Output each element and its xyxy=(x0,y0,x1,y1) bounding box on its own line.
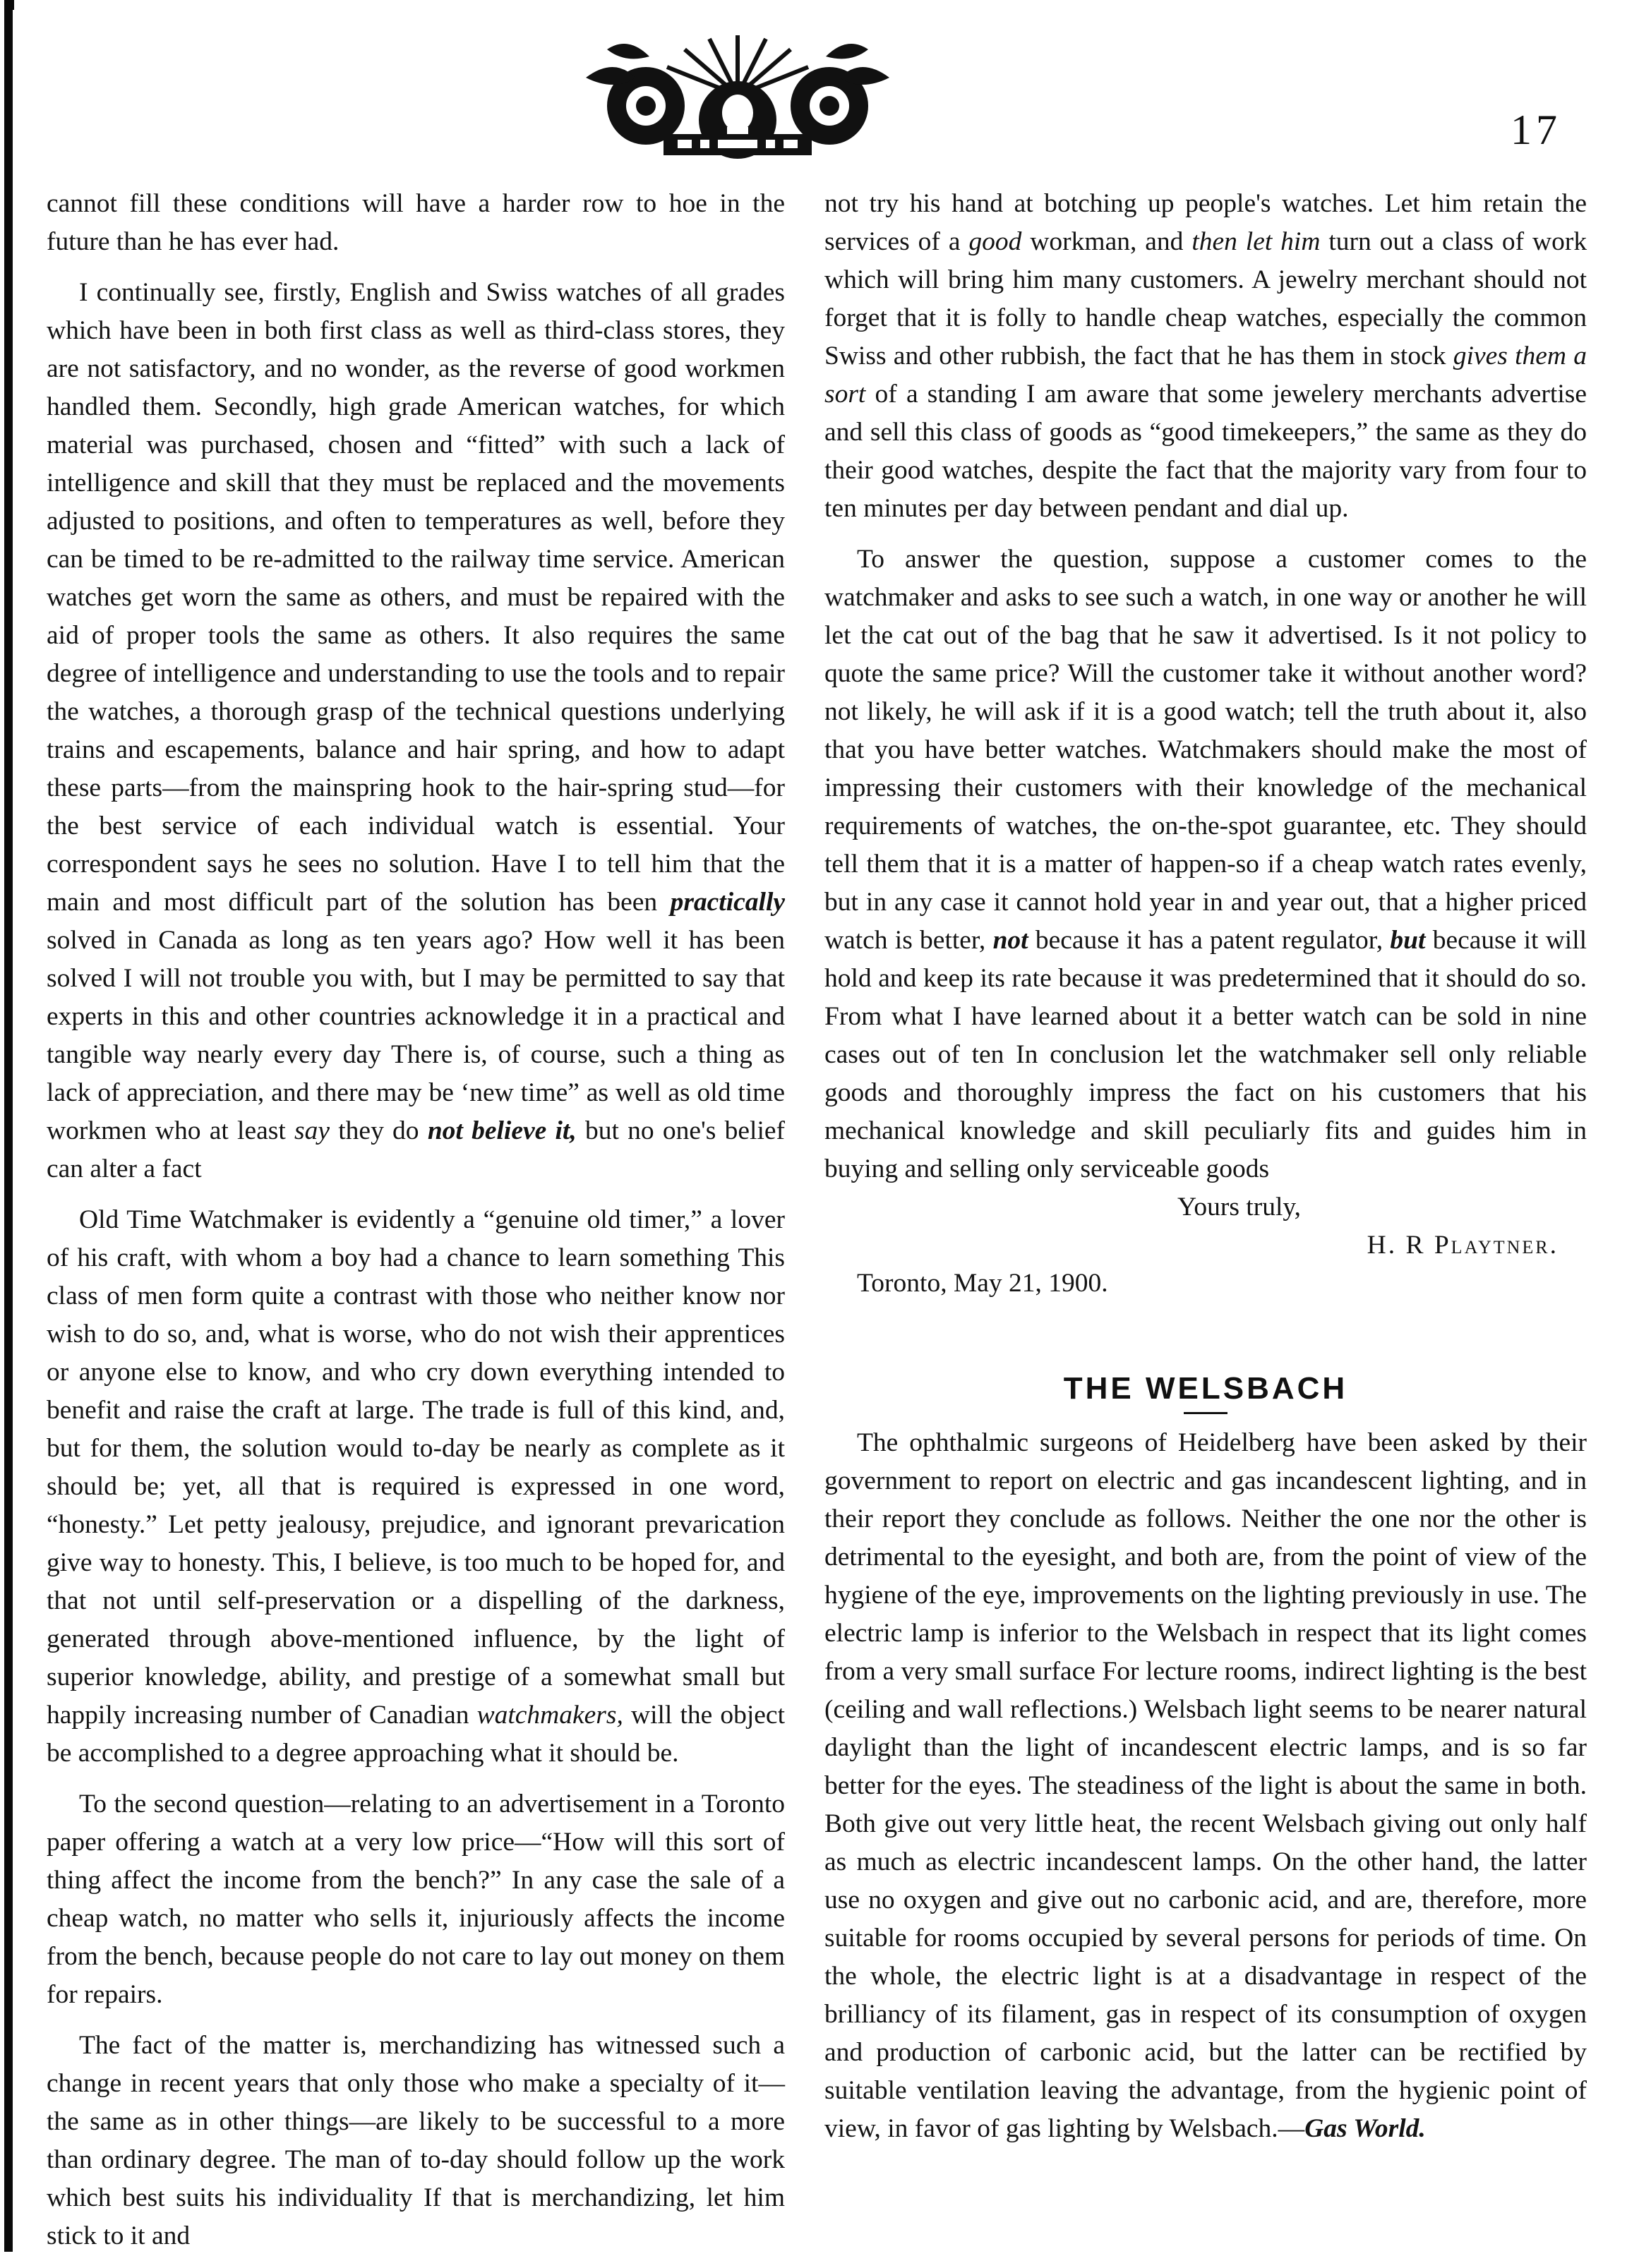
page-number: 17 xyxy=(1511,107,1561,153)
left-paragraph-5: The fact of the matter is, merchandizing has witnessed such a change in recent years that only those who make a specialty of it—the same as in other things—are likely to be successful to a more than ordinary degree. The man of to-day should follow up the work which best suits his individuality If that is merchandizing, let him stick to it and xyxy=(47,2031,785,2250)
left-paragraph-1: cannot fill these conditions will have a harder row to hoe in the future than he has ever had. xyxy=(47,189,785,256)
left-column xyxy=(47,185,785,2268)
decorative-masthead-icon xyxy=(586,28,889,162)
letter-closing-line xyxy=(824,1188,1587,1226)
binding-edge-rule xyxy=(4,0,13,2252)
letter-closing: Yours truly, xyxy=(1177,1193,1302,1222)
right-paragraph-1: not try his hand at botching up people's watches. Let him retain the services of a good workman, and then let him turn out a class of work which will bring him many customers. A jewelry merchant should not forget that it is folly to handle cheap watches, especially the common Swiss and other rubbish, the fact that he has them in stock gives them a sort of a standing I am aware that some jewelery merchants advertise and sell this class of goods as “good timekeepers,” the same as they do their good watches, despite the fact that the majority vary from four to ten minutes per day between pendant and dial up. xyxy=(824,189,1587,523)
left-paragraph-3: Old Time Watchmaker is evidently a “genuine old timer,” a lover of his craft, with whom a boy had a chance to learn something This class of men form quite a contrast with those who neither know nor wish to do so, and, what is worse, who do not wish their apprentices or anyone else to know, and who cry down everything intended to benefit and raise the craft at large. The trade is full of this kind, and, but for them, the solution would to-day be nearly as complete as it should be; yet, all that is required is expressed in one word, “honesty.” Let petty jealousy, prejudice, and ignorant prevarication give way to honesty. This, I believe, is too much to be hoped for, and that not until self-preservation or a dispelling of the darkness, generated through above-mentioned influence, by the light of superior knowledge, ability, and prestige of a somewhat small but happily increasing number of Canadian watchmakers, will the object be accomplished to a degree approaching what it should be. xyxy=(47,1205,785,1768)
right-paragraph-2: To answer the question, suppose a customer comes to the watchmaker and asks to see such a watch, in one way or another he will let the cat out of the bag that he saw it advertised. Is it not policy to quote the same price? Will the customer take it without another word? not likely, he will ask if it is a good watch; tell the truth about it, also that you have better watches. Watchmakers should make the most of impressing their customers with their knowledge of the mechanical requirements of watches, the on-the-spot guarantee, etc. They should tell them that it is a matter of happen-so if a cheap watch rates evenly, but in any case it cannot hold year in and year out, that a higher priced watch is better, not because it has a patent regulator, but because it will hold and keep its rate because it was predetermined that it should do so. From what I have learned about it a better watch can be sold in nine cases out of ten In conclusion let the watchmaker sell only reliable goods and thoroughly impress the fact on his customers that his mechanical knowledge and skill peculiarly fits and guides him in buying and selling only serviceable goods xyxy=(824,545,1587,1183)
letter-signature: H. R Playtner. xyxy=(1367,1231,1559,1260)
left-paragraph-2: I continually see, firstly, English and Swiss watches of all grades which have been in both first class as well as third-class stores, they are not satisfactory, and no wonder, as the reverse of good workmen handled them. Secondly, high grade American watches, for which material was purchased, chosen and “fitted” with such a lack of intelligence and skill that they must be replaced and the movements adjusted to positions, and often to temperatures as well, before they can be timed to be re-admitted to the railway time service. American watches get worn the same as others, and must be repaired with the aid of proper tools the same as others. It also requires the same degree of intelligence and understanding to use the tools and to repair the watches, a thorough grasp of the technical questions underlying trains and escapements, balance and hair spring, and how to adapt these parts—from the mainspring hook to the hair-spring stud—for the best service of each individual watch is essential. Your correspondent says he sees no solution. Have I to tell him that the main and most difficult part of the solution has been practically solved in Canada as long as ten years ago? How well it has been solved I will not trouble you with, but I may be permitted to say that experts in this and other countries acknowledge it in a practical and tangible way nearly every day There is, of course, such a thing as lack of appreciation, and there may be ‘new time” as well as old time workmen who at least say they do not believe it, but no one's belief can alter a fact xyxy=(47,278,786,1183)
section-title-rule xyxy=(1184,1412,1227,1414)
welsbach-paragraph: The ophthalmic surgeons of Heidelberg have been asked by their government to report on electric and gas incandescent lighting, and in their report they conclude as follows. Neither the one nor the other is detrimental to the eyesight, and both are, from the point of view of the hygiene of the eye, improvements on the lighting previously in use. The electric lamp is inferior to the Welsbach in respect that its light comes from a very small surface For lecture rooms, indirect lighting is the best (ceiling and wall reflections.) Welsbach light seems to be nearer natural daylight than the light of incandescent electric lamps, and is so far better for the eyes. The steadiness of the light is about the same in both. Both give out very little heat, the recent Welsbach giving out only half as much as electric incandescent lamps. On the other hand, the latter use no oxygen and give out no carbonic acid, and are, therefore, more suitable for rooms occupied by several persons for periods of time. On the whole, the electric light is at a disadvantage in respect of the brilliancy of its filament, gas in respect of its consumption of oxygen and production of carbonic acid, but the latter can be rectified by suitable ventilation leaving the advantage, from the hygienic point of view, in favor of gas lighting by Welsbach.—Gas World. xyxy=(824,1428,1587,2143)
letter-dateline: Toronto, May 21, 1900. xyxy=(857,1269,1108,1298)
section-title: THE WELSBACH xyxy=(1063,1371,1348,1406)
right-column xyxy=(824,185,1587,2161)
left-paragraph-4: To the second question—relating to an advertisement in a Toronto paper offering a watch at a very low price—“How will this sort of thing affect the income from the bench?” In any case the sale of a cheap watch, no matter who sells it, injuriously affects the income from the bench, because people do not care to lay out money on them for repairs. xyxy=(47,1790,785,2009)
binding-edge-corner xyxy=(4,0,14,10)
